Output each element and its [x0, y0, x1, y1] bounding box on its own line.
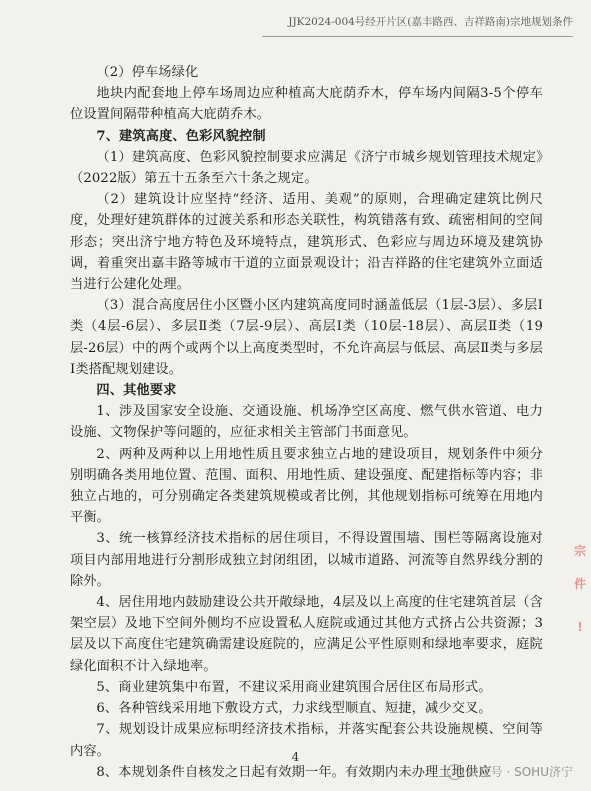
paragraph: 4、居住用地内鼓励建设公共开敞绿地，4层及以上高度的住宅建筑首层（含架空层）及地下空间外侧均不应设置私人庭院或通过其他方式挤占公共资源；3层及以下高度住宅建筑确需建设庭院的，应满足公平性原则和绿地率要求，庭院绿化面积不计入绿地率。 — [70, 595, 543, 674]
paragraph: 2、两种及两种以上用地性质且要求独立占地的建设项目，规划条件中须分别明确各类用地位置、范围、面积、用地性质、建设强度、配建指标等内容；非独立占地的，可分别确定各类建筑规模或者比例，其他规划指标可统筹在用地内平衡。 — [70, 446, 543, 526]
page-header: JJK2024-004号经开片区(嘉丰路西、吉祥路南)宗地规划条件 — [262, 8, 573, 37]
paragraph: 3、统一核算经济技术指标的居住项目，不得设置围墙、围栏等隔离设施对项目内部用地进行分割形成独立封闭组团，以城市道路、河流等自然界线分割的除外。 — [70, 531, 543, 589]
paragraph: （2）停车场绿化 — [96, 65, 199, 80]
section-heading: 7、建筑高度、色彩风貌控制 — [96, 128, 266, 144]
paragraph: （2）建筑设计应坚持“经济、适用、美观”的原则，合理确定建筑比例尺度，处理好建筑群体的过渡关系和形态关联性，构筑错落有致、疏密相间的空间形态；突出济宁地方特色及环境特点，建筑形式、色彩应与周边环境及建筑协调，着重突出嘉丰路等城市干道的立面景观设计；沿吉祥路的住宅建筑外立面适当进行公建化处理。 — [70, 192, 543, 293]
watermark — [447, 763, 573, 780]
paragraph: 1、涉及国家安全设施、交通设施、机场净空区高度、燃气供水管道、电力设施、文物保护等问题的，应征求相关主管部门书面意见。 — [70, 404, 543, 441]
document-body — [70, 62, 543, 783]
paragraph: 地块内配套地上停车场周边应种植高大庇荫乔木，停车场内间隔3-5个停车位设置间隔带种植高大庇荫乔木。 — [70, 86, 543, 123]
stamp-fragment: 件 — [573, 577, 586, 591]
wechat-icon — [447, 764, 463, 780]
paragraph: 8、本规划条件自核发之日起有效期一年。有效期内未办理土地供应 — [96, 764, 492, 780]
watermark-text: 公众号 · SOHU济宁 — [466, 765, 573, 779]
paragraph: （3）混合高度居住小区暨小区内建筑高度同时涵盖低层（1层-3层）、多层Ⅰ类（4层-6层）、多层Ⅱ类（7层-9层）、高层Ⅰ类（10层-18层）、高层Ⅱ类（19层-26层）中的两个或两个以上高度类型时，不允许高层与低层、高层Ⅱ类与多层Ⅰ类搭配规划建设。 — [70, 298, 543, 377]
section-heading: 四、其他要求 — [96, 383, 177, 399]
stamp-fragment: ! — [577, 620, 583, 634]
paragraph: 6、各种管线采用地下敷设方式，力求线型顺直、短捷，减少交叉。 — [96, 701, 492, 717]
page-number: 4 — [291, 750, 300, 764]
paragraph: 5、商业建筑集中布置，不建议采用商业建筑围合居住区布局形式。 — [96, 679, 492, 695]
paragraph: 7、规划设计成果应标明经济技术指标，并落实配套公共设施规模、空间等内容。 — [70, 722, 543, 759]
stamp-fragment: 宗 — [573, 544, 586, 558]
paragraph: （1）建筑高度、色彩风貌控制要求应满足《济宁市城乡规划管理技术规定》（2022版）第五十五条至六十条之规定。 — [70, 149, 543, 187]
